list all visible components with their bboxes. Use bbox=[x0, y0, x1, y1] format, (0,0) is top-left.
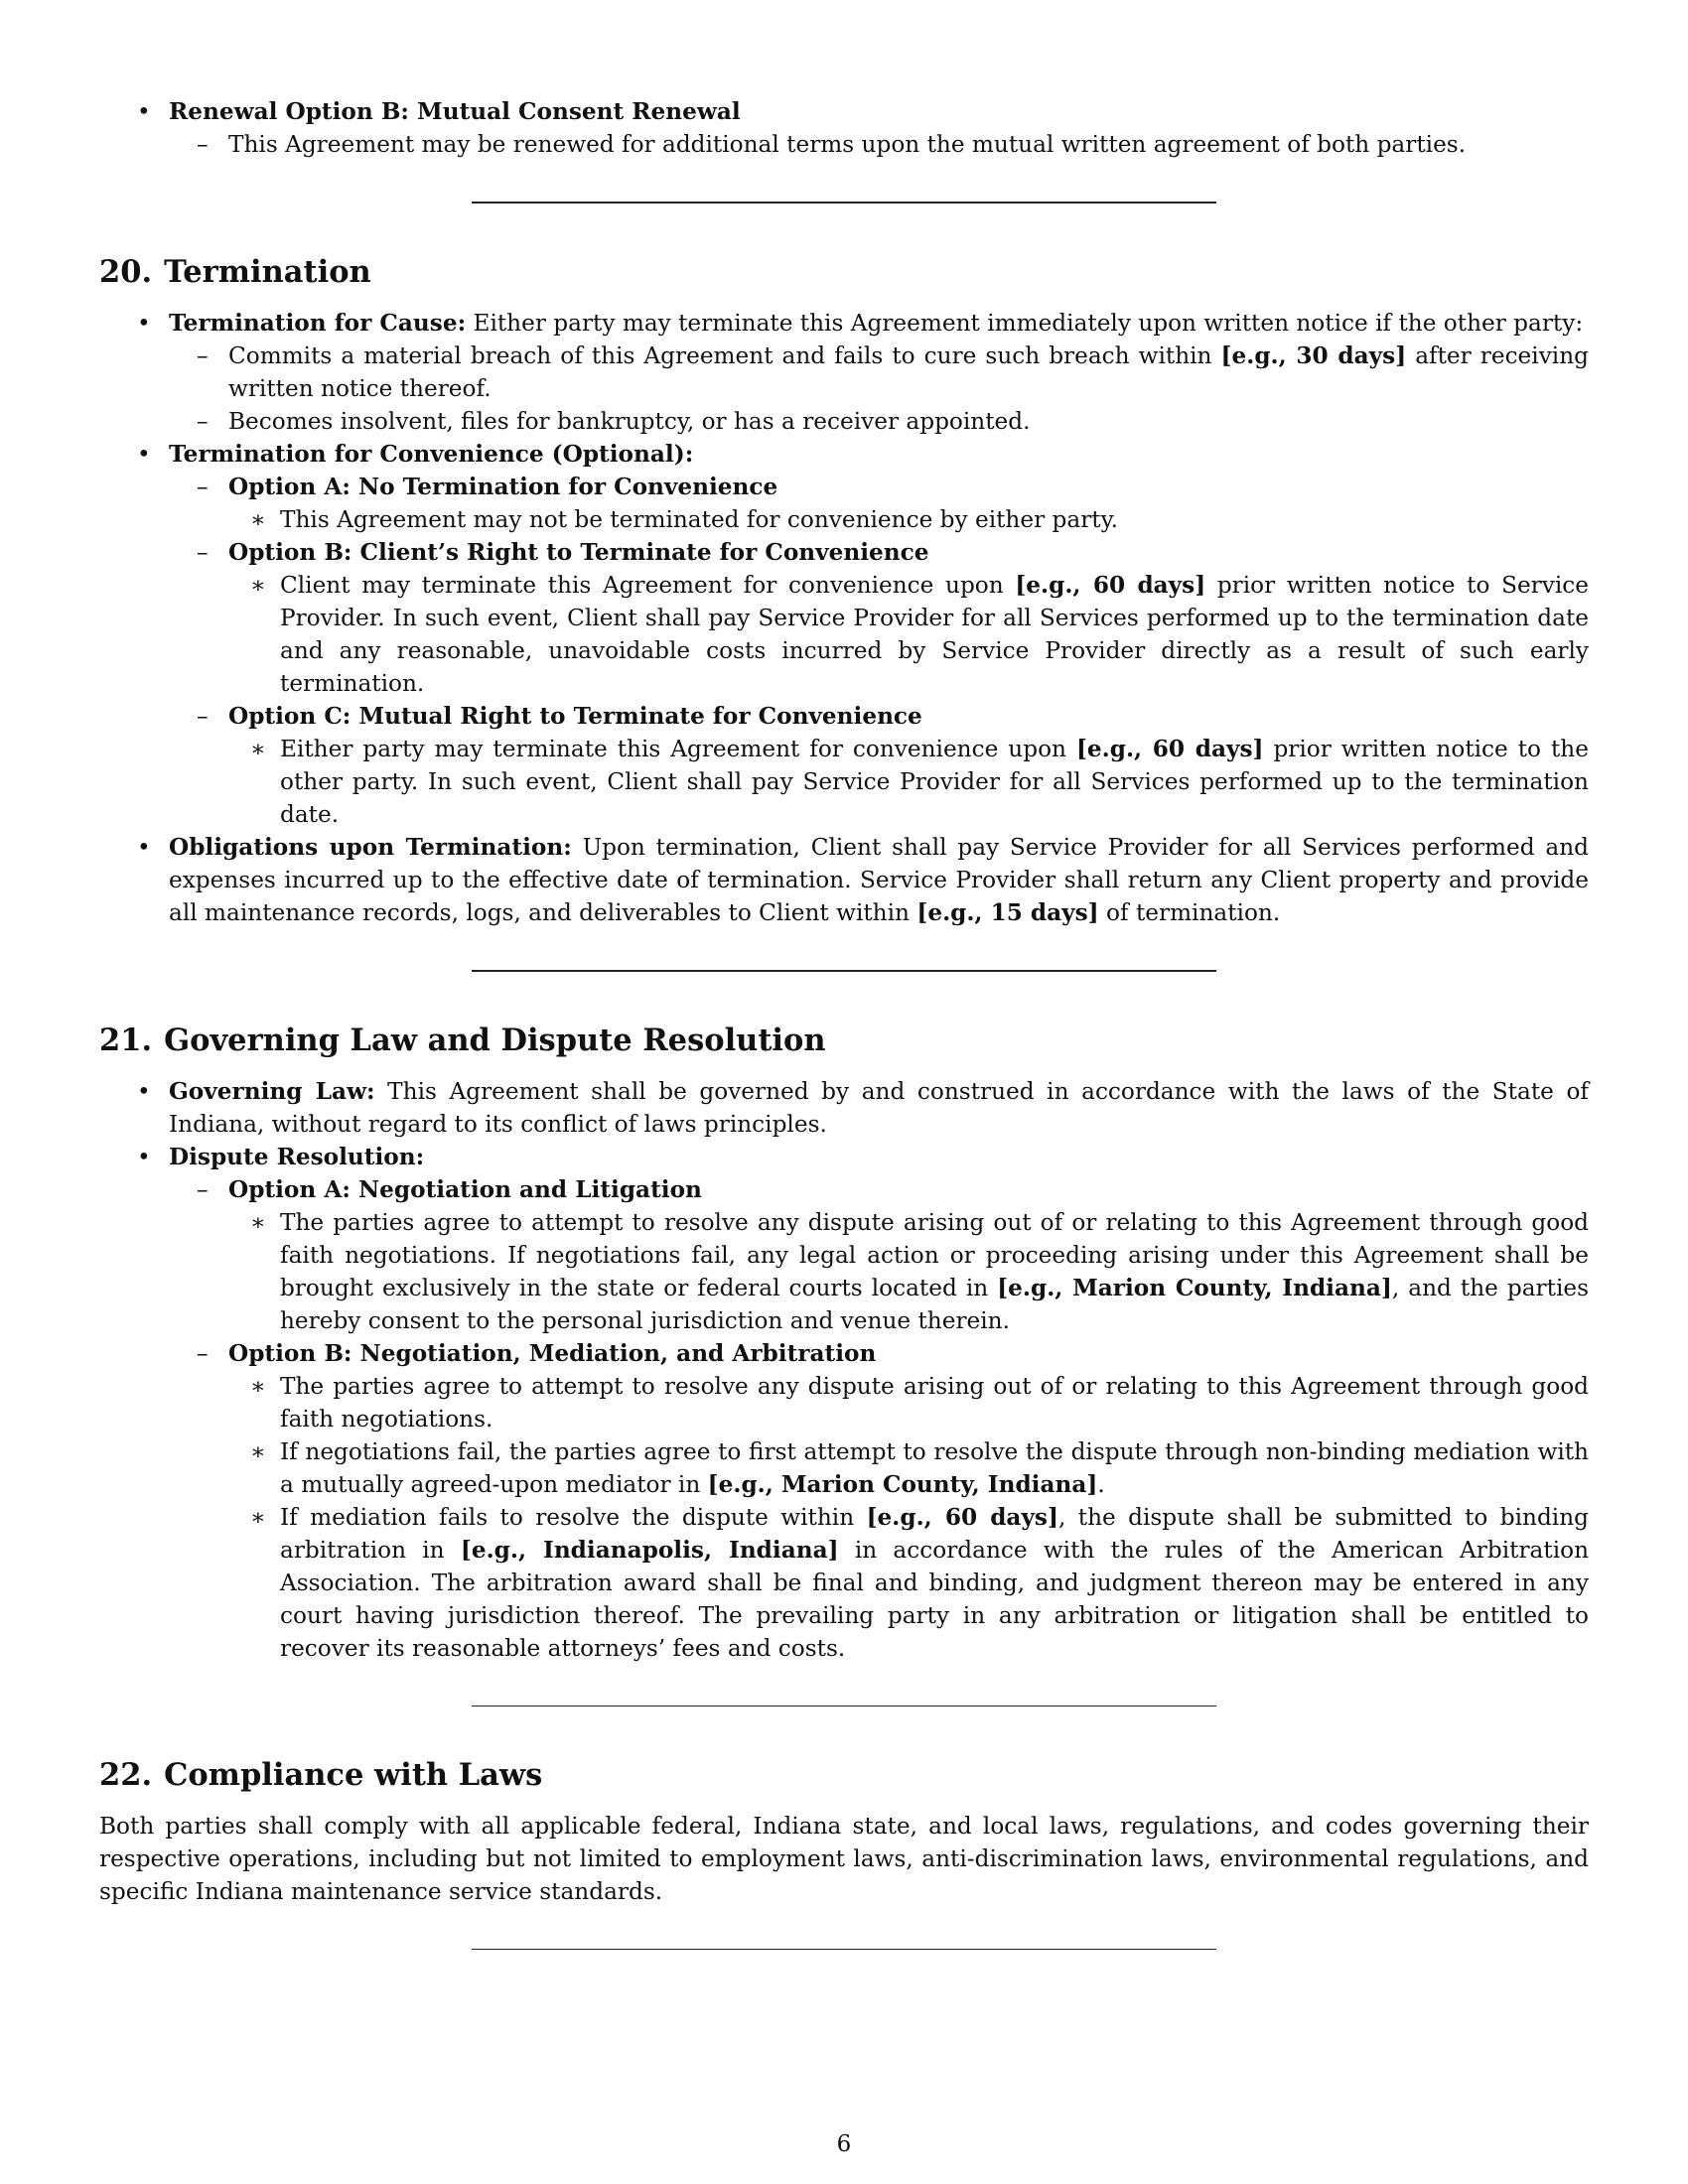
section-divider bbox=[472, 1949, 1216, 1950]
asterisk-icon: ∗ bbox=[250, 736, 266, 762]
bullet-icon: • bbox=[137, 1144, 151, 1170]
dash-icon: – bbox=[197, 342, 209, 369]
bullet-icon: • bbox=[137, 834, 151, 861]
list-item: – Option C: Mutual Right to Terminate for Convenience bbox=[99, 700, 1589, 733]
bullet-icon: • bbox=[137, 1078, 151, 1105]
bullet-icon: • bbox=[137, 441, 151, 468]
document-page bbox=[99, 95, 1589, 1950]
dash-icon: – bbox=[197, 131, 209, 158]
list-item: – Option A: Negotiation and Litigation bbox=[99, 1173, 1589, 1206]
list-item: • Termination for Convenience (Optional): bbox=[99, 438, 1589, 471]
list-item: ∗ Either party may terminate this Agreement for convenience upon [e.g., 60 days] prior written notice to the other party. In such event, Client shall pay Service Provider for all Services performed up to the termination date. bbox=[99, 733, 1589, 831]
asterisk-icon: ∗ bbox=[250, 1373, 266, 1400]
list-item: – Commits a material breach of this Agreement and fails to cure such breach within [e.g., 30 days] after receiving written notice thereof. bbox=[99, 340, 1589, 405]
dash-icon: – bbox=[197, 703, 209, 730]
list-item: ∗ The parties agree to attempt to resolve any dispute arising out of or relating to this Agreement through good faith negotiations. If negotiations fail, any legal action or proceeding arising under this Agreement shall be brought exclusively in the state or federal courts located in [e.g., Marion County, Indiana], and the parties hereby consent to the personal jurisdiction and venue therein. bbox=[99, 1206, 1589, 1337]
renewal-option-b-text: This Agreement may be renewed for additional terms upon the mutual written agreement of both parties. bbox=[228, 131, 1467, 158]
section-divider bbox=[472, 970, 1216, 972]
dash-icon: – bbox=[197, 1340, 209, 1367]
list-item: ∗ This Agreement may not be terminated for convenience by either party. bbox=[99, 503, 1589, 536]
page-number: 6 bbox=[836, 2131, 852, 2157]
list-item: – Option B: Negotiation, Mediation, and Arbitration bbox=[99, 1337, 1589, 1370]
bullet-icon: • bbox=[137, 98, 151, 125]
renewal-option-b-title: Renewal Option B: Mutual Consent Renewal bbox=[169, 98, 741, 125]
section-divider bbox=[472, 202, 1216, 204]
section-heading-21: 21. Governing Law and Dispute Resolution bbox=[99, 1023, 826, 1058]
asterisk-icon: ∗ bbox=[250, 572, 266, 599]
dash-icon: – bbox=[197, 1176, 209, 1203]
dash-icon: – bbox=[197, 408, 209, 435]
list-item bbox=[99, 128, 1589, 161]
section-heading-22: 22. Compliance with Laws bbox=[99, 1757, 543, 1793]
section-heading-20: 20. Termination bbox=[99, 254, 371, 290]
asterisk-icon: ∗ bbox=[250, 1438, 266, 1465]
bullet-icon: • bbox=[137, 310, 151, 337]
list-item bbox=[99, 95, 1589, 128]
list-item: – Becomes insolvent, files for bankruptcy, or has a receiver appointed. bbox=[99, 405, 1589, 438]
paragraph: Both parties shall comply with all applicable federal, Indiana state, and local laws, regulations, and codes governing their respective operations, including but not limited to employment laws, anti-discrimination laws, environmental regulations, and specific Indiana maintenance service standards. bbox=[99, 1813, 1589, 1905]
list-item: ∗ Client may terminate this Agreement for convenience upon [e.g., 60 days] prior written notice to Service Provider. In such event, Client shall pay Service Provider for all Services performed up to the termination date and any reasonable, unavoidable costs incurred by Service Provider directly as a result of such early termination. bbox=[99, 569, 1589, 700]
asterisk-icon: ∗ bbox=[250, 1504, 266, 1531]
list-item: – Option B: Client’s Right to Terminate for Convenience bbox=[99, 536, 1589, 569]
list-item: • Termination for Cause: Either party may terminate this Agreement immediately upon written notice if the other party: bbox=[99, 307, 1589, 340]
list-item: ∗ If negotiations fail, the parties agree to first attempt to resolve the dispute through non-binding mediation with a mutually agreed-upon mediator in [e.g., Marion County, Indiana]. bbox=[99, 1435, 1589, 1501]
asterisk-icon: ∗ bbox=[250, 506, 266, 533]
list-item: • Dispute Resolution: bbox=[99, 1141, 1589, 1173]
list-item: – Option A: No Termination for Convenience bbox=[99, 471, 1589, 503]
list-item: • Governing Law: This Agreement shall be governed by and construed in accordance with the laws of the State of Indiana, without regard to its conflict of laws principles. bbox=[99, 1075, 1589, 1141]
asterisk-icon: ∗ bbox=[250, 1209, 266, 1236]
dash-icon: – bbox=[197, 474, 209, 500]
list-item: ∗ The parties agree to attempt to resolve any dispute arising out of or relating to this Agreement through good faith negotiations. bbox=[99, 1370, 1589, 1435]
dash-icon: – bbox=[197, 539, 209, 566]
list-item: • Obligations upon Termination: Upon termination, Client shall pay Service Provider for all Services performed and expenses incurred up to the effective date of termination. Service Provider shall return any Client property and provide all maintenance records, logs, and deliverables to Client within [e.g., 15 days] of termination. bbox=[99, 831, 1589, 929]
list-item: ∗ If mediation fails to resolve the dispute within [e.g., 60 days], the dispute shall be submitted to binding arbitration in [e.g., Indianapolis, Indiana] in accordance with the rules of the American Arbitration Association. The arbitration award shall be final and binding, and judgment thereon may be entered in any court having jurisdiction thereof. The prevailing party in any arbitration or litigation shall be entitled to recover its reasonable attorneys’ fees and costs. bbox=[99, 1501, 1589, 1665]
